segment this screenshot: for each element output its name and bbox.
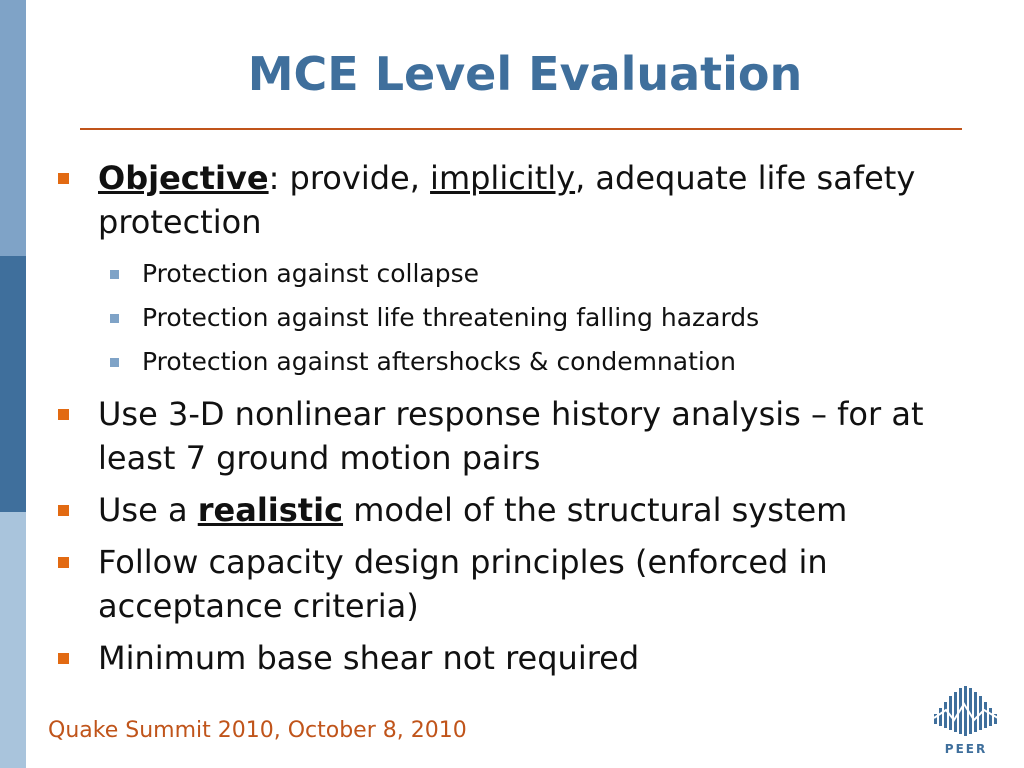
subbullet-text: Protection against life threatening falling hazards xyxy=(142,303,760,332)
square-bullet-icon xyxy=(58,409,69,420)
bullet-objective xyxy=(58,156,978,244)
subbullet-item xyxy=(98,252,978,296)
subbullet-item xyxy=(98,340,978,384)
slide-footer: Quake Summit 2010, October 8, 2010 xyxy=(48,718,467,743)
bullet-text: Follow capacity design principles (enforced in acceptance criteria) xyxy=(98,543,828,625)
bullet-capacity-design xyxy=(58,540,978,628)
logo-text: PEER xyxy=(944,742,988,756)
square-bullet-icon xyxy=(110,358,119,367)
slide-content xyxy=(58,156,978,688)
implicitly-word: implicitly xyxy=(430,159,576,197)
slide-title: MCE Level Evaluation xyxy=(247,47,803,101)
subbullet-item xyxy=(98,296,978,340)
square-bullet-icon xyxy=(58,653,69,664)
subbullet-list xyxy=(58,252,978,384)
left-decorative-bar xyxy=(0,0,26,768)
realistic-word: realistic xyxy=(197,491,344,529)
bullet-text: Use 3-D nonlinear response history analysis – for at least 7 ground motion pairs xyxy=(98,395,924,477)
bullet-text: Use a xyxy=(98,491,198,529)
peer-logo xyxy=(932,686,1000,764)
square-bullet-icon xyxy=(110,270,119,279)
square-bullet-icon xyxy=(110,314,119,323)
bullet-realistic-model xyxy=(58,488,978,532)
bullet-text: : provide, xyxy=(268,159,431,197)
bullet-analysis xyxy=(58,392,978,480)
bullet-text: Minimum base shear not required xyxy=(98,639,640,677)
subbullet-text: Protection against aftershocks & condemnation xyxy=(142,347,736,376)
square-bullet-icon xyxy=(58,173,69,184)
bullet-base-shear xyxy=(58,636,978,680)
subbullet-text: Protection against collapse xyxy=(142,259,480,288)
sidebar-segment-bottom xyxy=(0,512,26,768)
bullet-text: model of the structural system xyxy=(343,491,848,529)
bullet-text: , adequate life safety protection xyxy=(98,159,916,241)
objective-label: Objective xyxy=(98,159,269,197)
square-bullet-icon xyxy=(58,557,69,568)
square-bullet-icon xyxy=(58,505,69,516)
sidebar-segment-middle xyxy=(0,256,26,512)
title-divider xyxy=(80,128,962,130)
sidebar-segment-top xyxy=(0,0,26,256)
peer-logo-icon xyxy=(932,686,1000,742)
